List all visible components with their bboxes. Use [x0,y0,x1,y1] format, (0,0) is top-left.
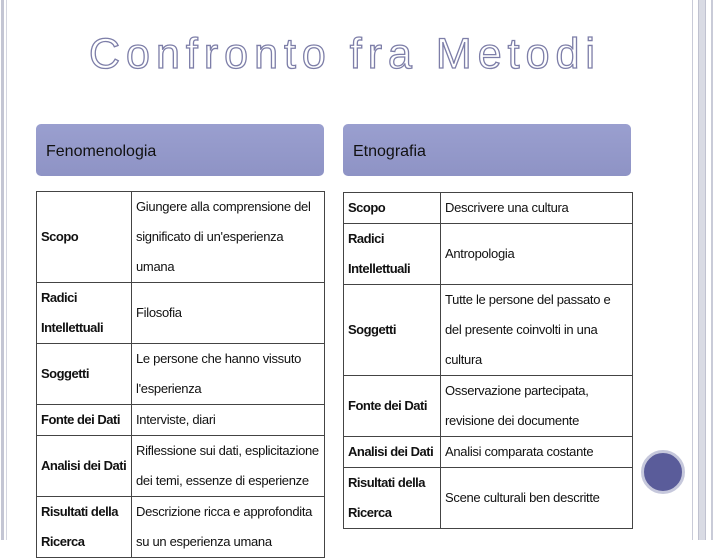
table-row [37,283,325,344]
header-etnografia: Etnografia [343,124,631,176]
table-row [37,344,325,405]
row-key: Analisi dei Dati [344,437,441,468]
table-etnografia [343,192,633,529]
row-key: Analisi dei Dati [37,436,132,497]
border-line [711,0,713,540]
row-value: Le persone che hanno vissuto l'esperienza [132,344,325,405]
table-row [37,405,325,436]
table-row [344,437,633,468]
row-key: Risultati della Ricerca [37,497,132,558]
row-value: Riflessione sui dati, esplicitazione dei temi, essenze di esperienze [132,436,325,497]
table-row [344,224,633,285]
row-value: Tutte le persone del passato e del presente coinvolti in una cultura [441,285,633,376]
row-value: Interviste, diari [132,405,325,436]
border-line [6,0,7,540]
row-key: Soggetti [344,285,441,376]
row-key: Radici Intellettuali [344,224,441,285]
header-fenomenologia: Fenomenologia [36,124,324,176]
row-key: Radici Intellettuali [37,283,132,344]
row-value: Antropologia [441,224,633,285]
row-value: Filosofia [132,283,325,344]
decorative-circle [641,450,685,494]
border-line [692,0,693,540]
row-key: Soggetti [37,344,132,405]
border-band [698,0,706,540]
table-fenomenologia [36,191,325,558]
row-value: Osservazione partecipata, revisione dei documente [441,376,633,437]
table-row [344,376,633,437]
table-row [344,193,633,224]
row-value: Scene culturali ben descritte [441,468,633,529]
row-key: Scopo [37,192,132,283]
row-value: Analisi comparata costante [441,437,633,468]
table-row [344,285,633,376]
table-row [37,436,325,497]
row-key: Scopo [344,193,441,224]
border-line [1,0,4,540]
table-row [37,497,325,558]
table-row [344,468,633,529]
row-key: Fonte dei Dati [344,376,441,437]
row-key: Risultati della Ricerca [344,468,441,529]
row-value: Giungere alla comprensione del significato di un'esperienza umana [132,192,325,283]
row-value: Descrivere una cultura [441,193,633,224]
table-row [37,192,325,283]
row-key: Fonte dei Dati [37,405,132,436]
slide-right-border [690,0,720,540]
row-value: Descrizione ricca e approfondita su un esperienza umana [132,497,325,558]
slide-left-border [0,0,10,540]
slide-title: Confronto fra Metodi [89,30,601,78]
